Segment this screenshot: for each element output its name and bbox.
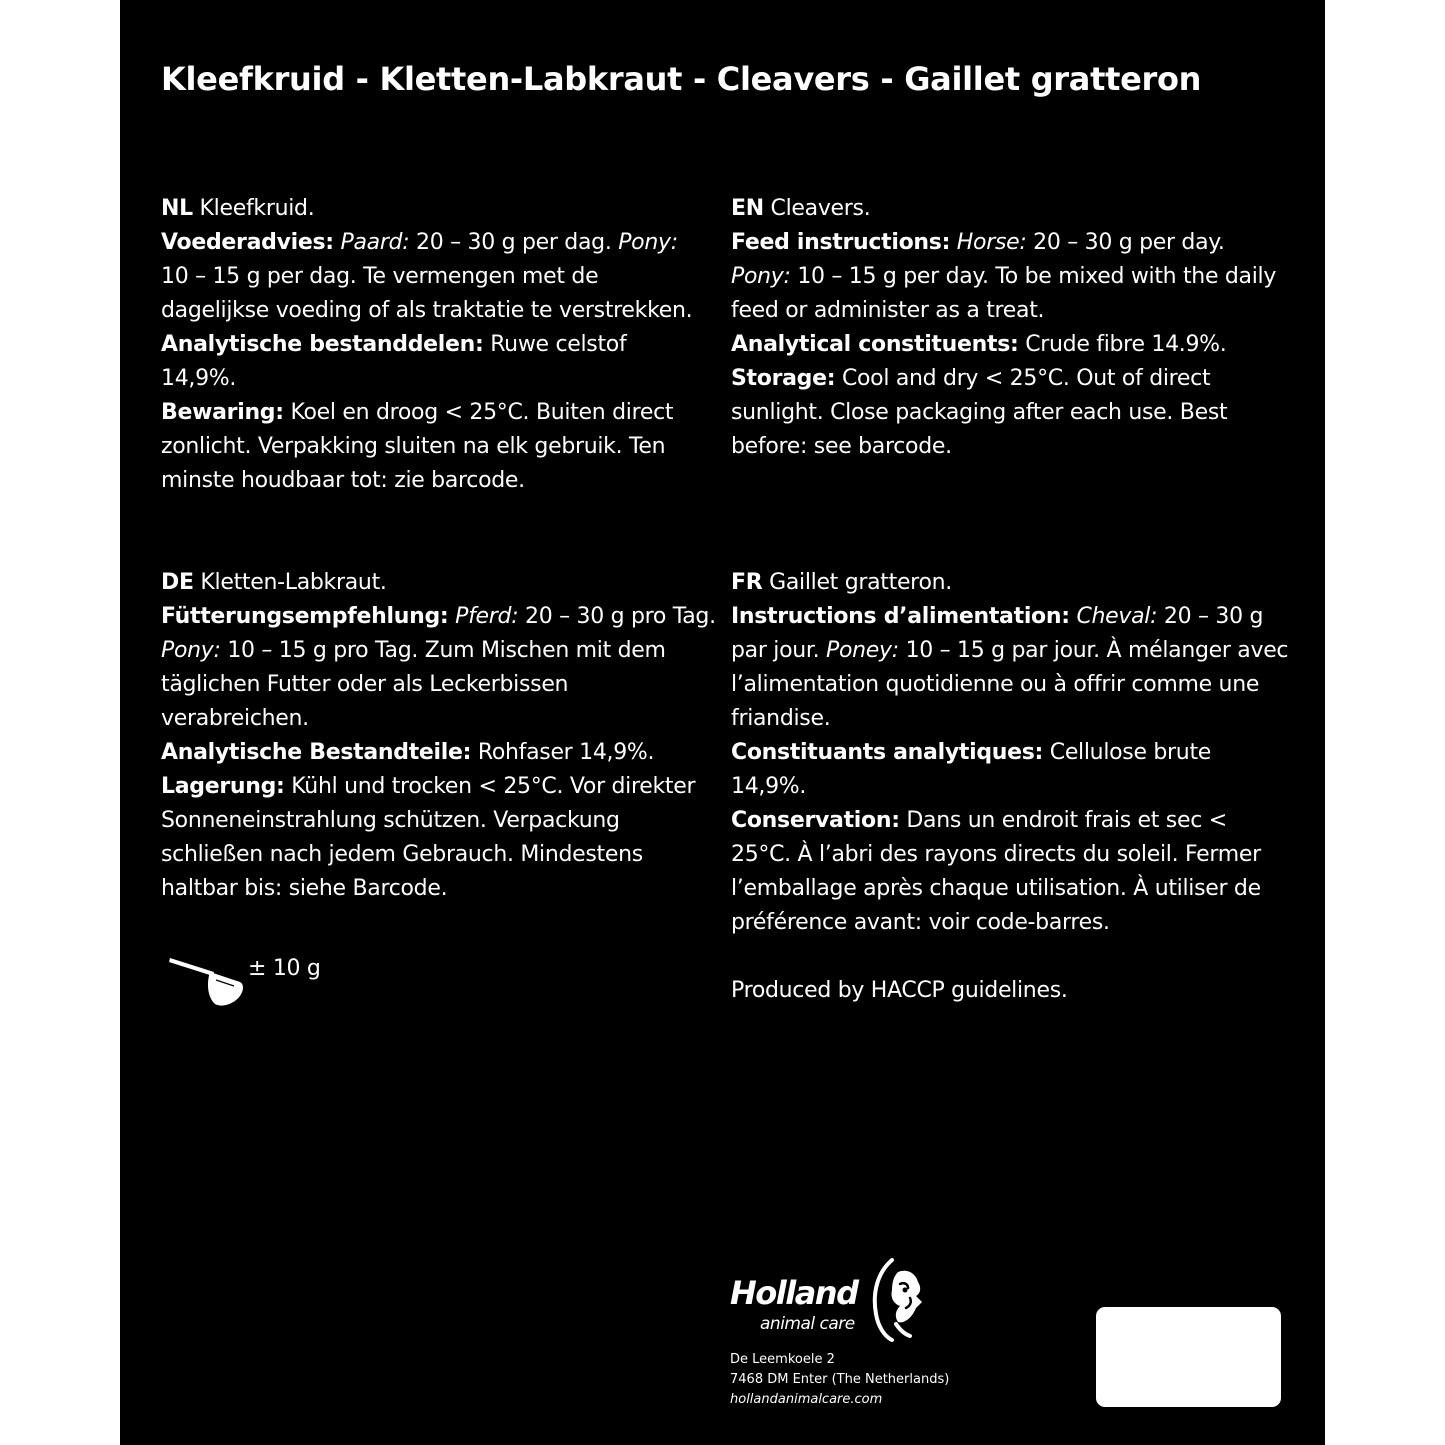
storage-text: Kühl und trocken < 25°C. Vor direkter Sonneneinstrahlung schützen. Verpackung schließen nach jedem Gebrauch. Mindestens haltbar bis: siehe Barcode.: [161, 774, 696, 901]
storage-label: Lagerung:: [161, 774, 285, 799]
product-label-panel: [120, 0, 1325, 1445]
analytic-text: Rohfaser 14,9%.: [477, 740, 655, 765]
address-city: 7468 DM Enter (The Netherlands): [730, 1372, 950, 1387]
analytic-label: Constituants analytiques:: [731, 740, 1044, 765]
analytic-text: Cellulose brute 14,9%.: [731, 740, 1212, 799]
feed-label: Fütterungsempfehlung:: [161, 604, 449, 629]
storage-label: Bewaring:: [161, 400, 284, 425]
address-street: De Leemkoele 2: [730, 1352, 835, 1367]
section-de: [161, 566, 721, 906]
product-name: Cleavers.: [770, 196, 871, 221]
company-address: [730, 1350, 949, 1410]
pony-label: Pony:: [618, 230, 678, 255]
language-code: EN: [731, 196, 764, 221]
storage-label: Storage:: [731, 366, 836, 391]
pony-label: Pony:: [731, 264, 791, 289]
horse-label: Horse:: [956, 230, 1027, 255]
feed-label: Voederadvies:: [161, 230, 334, 255]
website-link[interactable]: hollandanimalcare.com: [730, 1392, 883, 1407]
language-code: FR: [731, 570, 763, 595]
storage-text: Cool and dry < 25°C. Out of direct sunlight. Close packaging after each use. Best before: see barcode.: [731, 366, 1228, 459]
language-code: DE: [161, 570, 194, 595]
measuring-scoop-icon: [168, 954, 248, 1010]
section-en: [731, 192, 1281, 464]
horse-dose: 20 – 30 g per dag.: [416, 230, 612, 255]
storage-label: Conservation:: [731, 808, 900, 833]
analytic-text: Ruwe celstof 14,9%.: [161, 332, 627, 391]
pony-dose: 10 – 15 g par jour. À mélanger avec l’alimentation quotidienne ou à offrir comme une friandise.: [731, 638, 1289, 731]
feed-label: Feed instructions:: [731, 230, 951, 255]
animal-heads-logo-icon: [870, 1258, 924, 1342]
horse-label: Cheval:: [1076, 604, 1158, 629]
scoop-dose-label: ± 10 g: [248, 956, 321, 981]
pony-dose: 10 – 15 g pro Tag. Zum Mischen mit dem täglichen Futter oder als Leckerbissen verabreichen.: [161, 638, 666, 731]
horse-label: Paard:: [340, 230, 410, 255]
section-nl: [161, 192, 701, 498]
brand-name: Holland: [730, 1274, 858, 1312]
pony-label: Pony:: [161, 638, 221, 663]
pony-label: Poney:: [826, 638, 899, 663]
product-title: Kleefkruid - Kletten-Labkraut - Cleavers - Gaillet gratteron: [161, 60, 1202, 98]
storage-text: Koel en droog < 25°C. Buiten direct zonlicht. Verpakking sluiten na elk gebruik. Ten minste houdbaar tot: zie barcode.: [161, 400, 674, 493]
feed-label: Instructions d’alimentation:: [731, 604, 1070, 629]
horse-dose: 20 – 30 g par jour.: [731, 604, 1264, 663]
language-code: NL: [161, 196, 193, 221]
pony-dose: 10 – 15 g per dag. Te vermengen met de dagelijkse voeding of als traktatie te verstrekken.: [161, 264, 693, 323]
horse-dose: 20 – 30 g pro Tag.: [525, 604, 716, 629]
section-fr: [731, 566, 1291, 1008]
barcode-area: [1096, 1307, 1281, 1407]
horse-label: Pferd:: [455, 604, 519, 629]
analytic-label: Analytische bestanddelen:: [161, 332, 484, 357]
pony-dose: 10 – 15 g per day. To be mixed with the daily feed or administer as a treat.: [731, 264, 1277, 323]
storage-text: Dans un endroit frais et sec < 25°C. À l’abri des rayons directs du soleil. Fermer l’emballage après chaque utilisation. À utiliser de préférence avant: voir code-barres.: [731, 808, 1261, 935]
product-name: Gaillet gratteron.: [769, 570, 952, 595]
product-name: Kleefkruid.: [199, 196, 315, 221]
analytic-label: Analytical constituents:: [731, 332, 1019, 357]
product-name: Kletten-Labkraut.: [200, 570, 387, 595]
horse-dose: 20 – 30 g per day.: [1033, 230, 1225, 255]
brand-tagline: animal care: [760, 1314, 855, 1334]
analytic-text: Crude fibre 14.9%.: [1025, 332, 1227, 357]
haccp-note: Produced by HACCP guidelines.: [731, 978, 1068, 1003]
analytic-label: Analytische Bestandteile:: [161, 740, 472, 765]
